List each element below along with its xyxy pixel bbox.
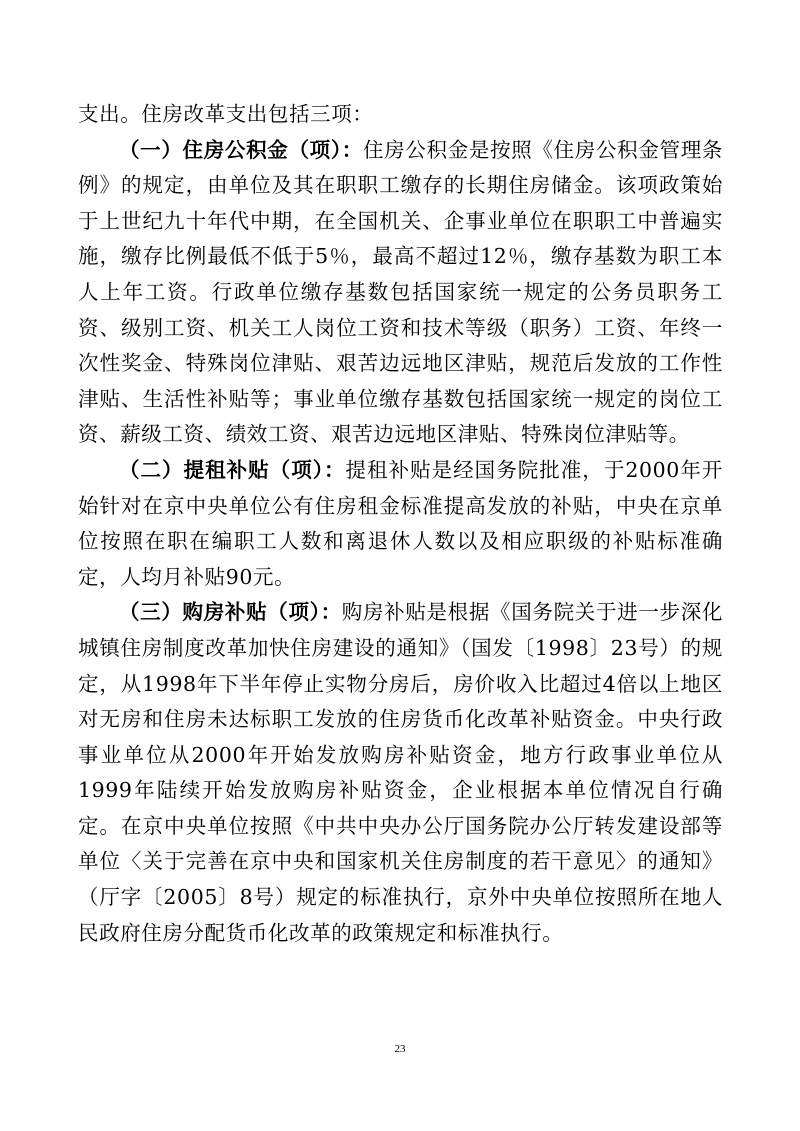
- section-rent-subsidy: [78, 453, 723, 595]
- section-heading: （二）提租补贴（项）：: [119, 457, 346, 482]
- section-purchase-subsidy: [78, 595, 723, 951]
- document-body: [78, 97, 723, 951]
- section-heading: （一）住房公积金（项）：: [119, 137, 363, 162]
- page-number: 23: [394, 1043, 406, 1055]
- section-text: 提租补贴是经国务院批准，于2000年开始针对在京中央单位公有住房租金标准提高发放的补贴，中央在京单位按照在职在编职工人数和离退休人数以及相应职级的补贴标准确定，人均月补贴90元。: [78, 457, 723, 589]
- section-heading: （三）购房补贴（项）：: [119, 600, 342, 625]
- intro-paragraph: 支出。住房改革支出包括三项：: [78, 102, 374, 126]
- section-text: 住房公积金是按照《住房公积金管理条例》的规定，由单位及其在职职工缴存的长期住房储金。该项政策始于上世纪九十年代中期，在全国机关、企事业单位在职职工中普遍实施，缴存比例最低不低于5％，最高不超过12％，缴存基数为职工本人上年工资。行政单位缴存基数包括国家统一规定的公务员职务工资、级别工资、机关工人岗位工资和技术等级（职务）工资、年终一次性奖金、特殊岗位津贴、艰苦边远地区津贴，规范后发放的工作性津贴、生活性补贴等；事业单位缴存基数包括国家统一规定的岗位工资、薪级工资、绩效工资、艰苦边远地区津贴、特殊岗位津贴等。: [78, 137, 724, 447]
- section-text: 购房补贴是根据《国务院关于进一步深化城镇住房制度改革加快住房建设的通知》（国发〔1998〕23号）的规定，从1998年下半年停止实物分房后，房价收入比超过4倍以上地区对无房和住房未达标职工发放的住房货币化改革补贴资金。中央行政事业单位从2000年开始发放购房补贴资金，地方行政事业单位从1999年陆续开始发放购房补贴资金，企业根据本单位情况自行确定。在京中央单位按照《中共中央办公厅国务院办公厅转发建设部等单位〈关于完善在京中央和国家机关住房制度的若干意见〉的通知》（厅字〔2005〕8号）规定的标准执行，京外中央单位按照所在地人民政府住房分配货币化改革的政策规定和标准执行。: [78, 600, 723, 945]
- section-housing-fund: [78, 133, 723, 453]
